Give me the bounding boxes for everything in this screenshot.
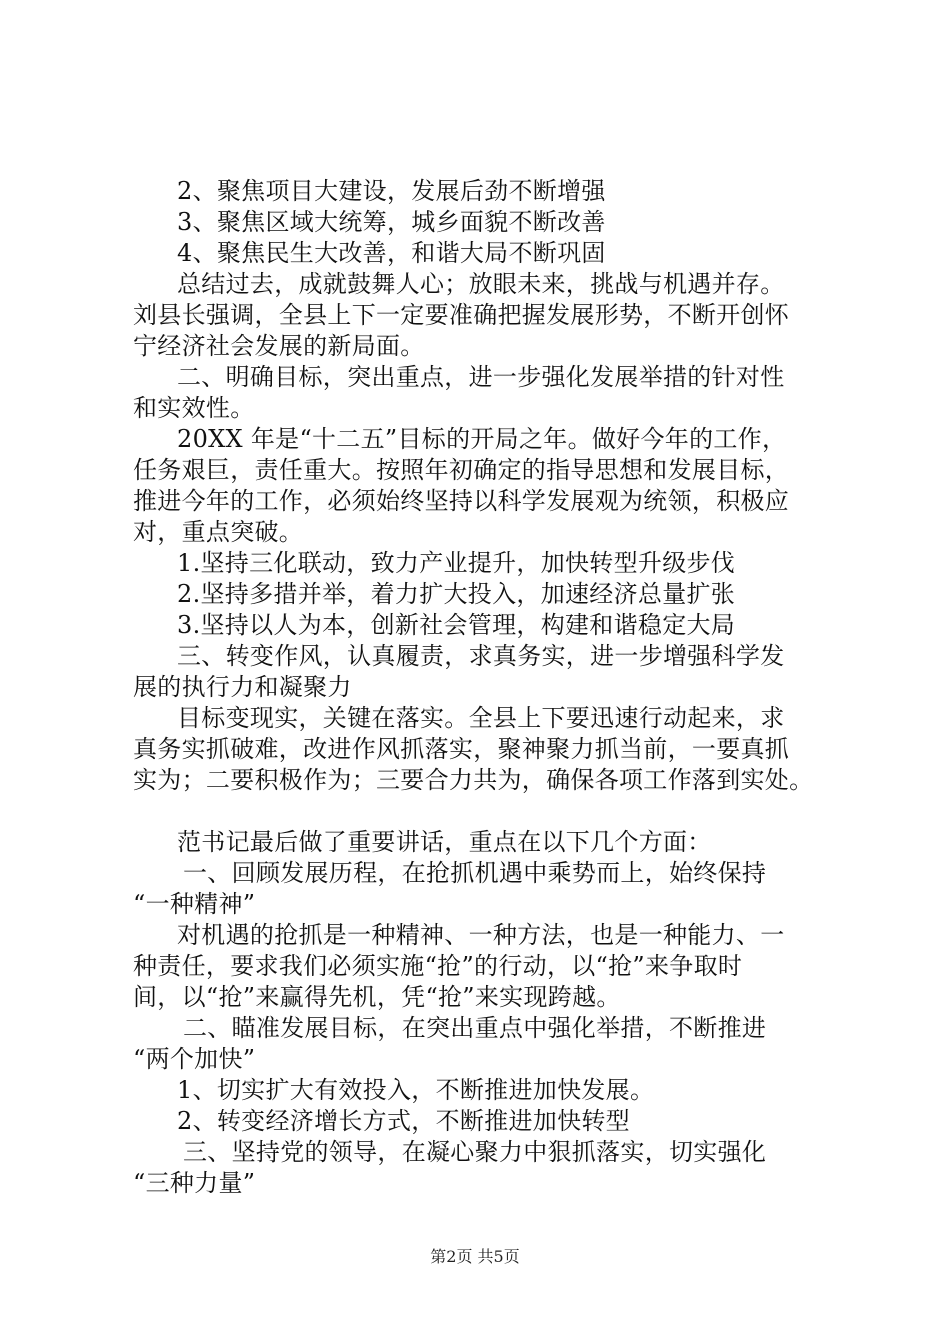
text-line: 对，重点突破。 (133, 518, 304, 546)
list-item: 3.坚持以人为本，创新社会管理，构建和谐稳定大局 (177, 611, 736, 639)
list-item: 1.坚持三化联动，致力产业提升，加快转型升级步伐 (177, 549, 736, 577)
section-heading: 二、瞄准发展目标，在突出重点中强化举措，不断推进 (183, 1014, 767, 1042)
text-line: 推进今年的工作，必须始终坚持以科学发展观为统领，积极应 (133, 487, 790, 515)
text-line: 20XX 年是“十二五”目标的开局之年。做好今年的工作， (177, 425, 787, 453)
text-line: 实为；二要积极作为；三要合力共为，确保各项工作落到实处。 (133, 766, 814, 794)
section-heading: 三、转变作风，认真履责，求真务实，进一步增强科学发 (177, 642, 785, 670)
section-heading: 一、回顾发展历程，在抢抓机遇中乘势而上，始终保持 (183, 859, 767, 887)
text-line: 目标变现实，关键在落实。全县上下要迅速行动起来，求 (177, 704, 785, 732)
section-heading-continued: “两个加快” (133, 1045, 256, 1073)
text-line: 刘县长强调，全县上下一定要准确把握发展形势，不断开创怀 (133, 301, 790, 329)
text-line: 总结过去，成就鼓舞人心；放眼未来，挑战与机遇并存。 (177, 270, 785, 298)
paragraph-gap (133, 796, 833, 827)
section-heading-continued: 和实效性。 (133, 394, 255, 422)
section-heading: 三、坚持党的领导，在凝心聚力中狠抓落实，切实强化 (183, 1138, 767, 1166)
list-item: 2.坚持多措并举，着力扩大投入，加速经济总量扩张 (177, 580, 736, 608)
list-item: 2、转变经济增长方式，不断推进加快转型 (177, 1107, 630, 1135)
text-line: 真务实抓破难，改进作风抓落实，聚神聚力抓当前，一要真抓 (133, 735, 790, 763)
text-line: 2、聚焦项目大建设，发展后劲不断增强 (177, 177, 606, 205)
text-line: 范书记最后做了重要讲话，重点在以下几个方面： (177, 828, 712, 856)
section-heading-continued: “三种力量” (133, 1169, 256, 1197)
text-line: 3、聚焦区域大统筹，城乡面貌不断改善 (177, 208, 606, 236)
section-heading: 二、明确目标，突出重点，进一步强化发展举措的针对性 (177, 363, 785, 391)
text-line: 间，以“抢”来赢得先机，凭“抢”来实现跨越。 (133, 983, 621, 1011)
page-footer: 第2页 共5页 (430, 1247, 520, 1266)
text-line: 对机遇的抢抓是一种精神、一种方法，也是一种能力、一 (177, 921, 785, 949)
text-line: 种责任，要求我们必须实施“抢”的行动，以“抢”来争取时 (133, 952, 743, 980)
text-line: 4、聚焦民生大改善，和谐大局不断巩固 (177, 239, 606, 267)
text-line: 宁经济社会发展的新局面。 (133, 332, 425, 360)
section-heading-continued: “一种精神” (133, 890, 256, 918)
list-item: 1、切实扩大有效投入，不断推进加快发展。 (177, 1076, 655, 1104)
document-body (133, 176, 833, 1199)
text-line: 任务艰巨，责任重大。按照年初确定的指导思想和发展目标， (133, 456, 790, 484)
section-heading-continued: 展的执行力和凝聚力 (133, 673, 352, 701)
